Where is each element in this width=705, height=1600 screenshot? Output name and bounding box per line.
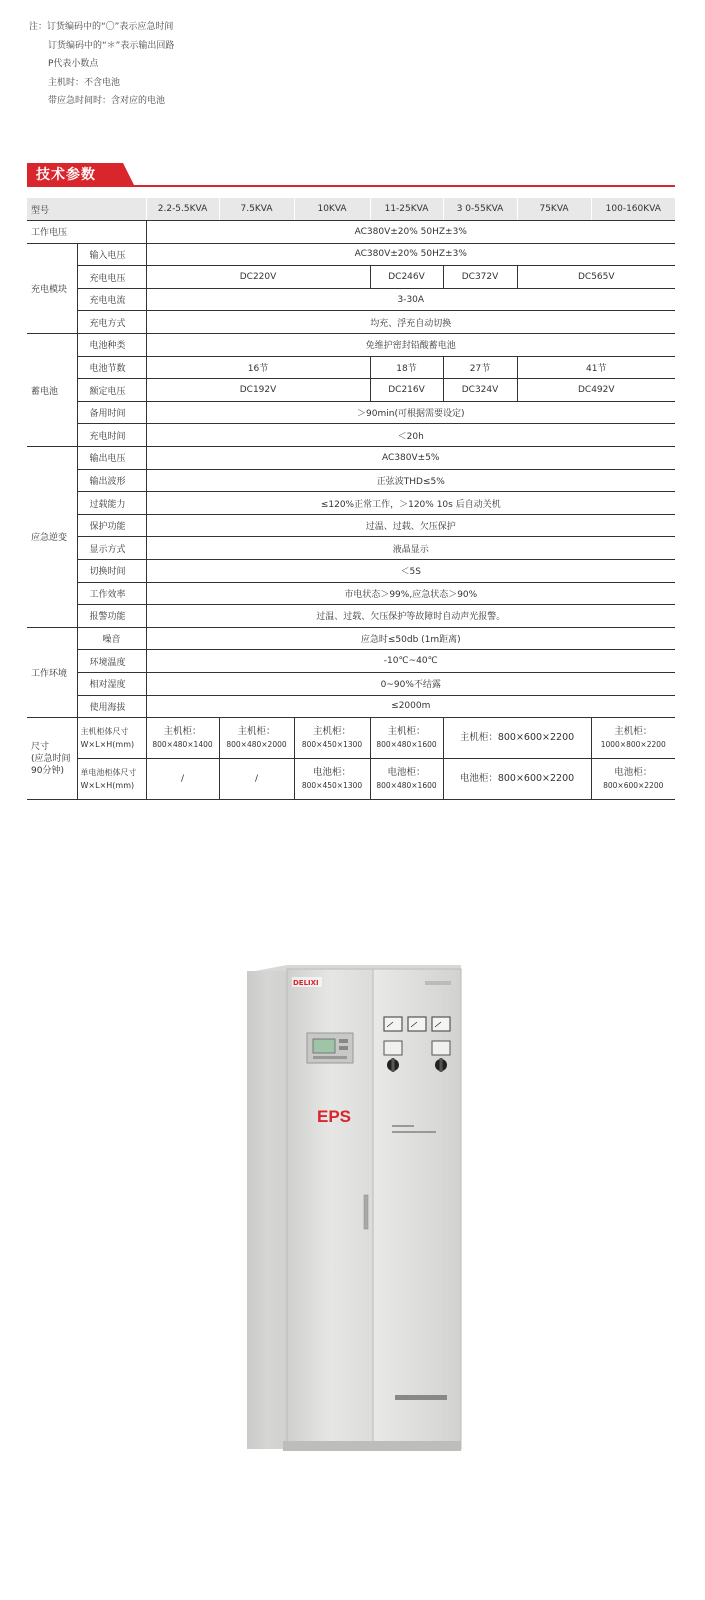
- note-line: 带应急时间时：含对应的电池: [48, 96, 166, 106]
- row-value: ≤2000m: [146, 695, 675, 718]
- row-label: 单电池柜体尺寸 W×L×H(mm): [77, 759, 146, 800]
- note-line: 主机时：不含电池: [48, 77, 121, 88]
- row-value: DC492V: [517, 379, 675, 402]
- cabinet-name: 电池柜：: [614, 767, 653, 779]
- row-value: 应急时≤50db (1m距离): [146, 627, 675, 650]
- row-value: 41节: [517, 356, 675, 379]
- dim-cell: [219, 718, 294, 759]
- row-label: 充电电流: [77, 288, 146, 311]
- table-row: [27, 447, 675, 470]
- cabinet-name: 主机柜：: [387, 726, 426, 738]
- table-row: [27, 514, 675, 537]
- table-row: [27, 356, 675, 379]
- table-row: [27, 537, 675, 560]
- row-value: ≤120%正常工作，＞120% 10s 后自动关机: [146, 492, 675, 515]
- row-label: 电池节数: [77, 356, 146, 379]
- cabinet-name: 主机柜：: [237, 726, 276, 738]
- cabinet-name: 电池柜：: [387, 767, 426, 779]
- table-row: [27, 695, 675, 718]
- row-value: ＜20h: [146, 424, 675, 447]
- header-model: 7.5KVA: [219, 198, 294, 221]
- dim-cell: [370, 759, 443, 800]
- cabinet-name: 主机柜：800×600×2200: [459, 732, 575, 744]
- header-model: 3 0-55KVA: [443, 198, 517, 221]
- row-label: 工作电压: [27, 221, 146, 244]
- door-handle: [364, 1195, 368, 1229]
- table-row: [27, 627, 675, 650]
- cabinet-size: 800×480×2000: [226, 740, 287, 750]
- header-model: 100-160KVA: [591, 198, 675, 221]
- row-value: AC380V±20% 50HZ±3%: [146, 243, 675, 266]
- table-row: [27, 605, 675, 628]
- table-row: [27, 718, 675, 759]
- table-row: [27, 221, 675, 244]
- header-model: 2.2-5.5KVA: [146, 198, 219, 221]
- row-value: AC380V±20% 50HZ±3%: [146, 221, 675, 244]
- row-label: 过载能力: [77, 492, 146, 515]
- table-row: [27, 334, 675, 357]
- cabinet-size: 800×600×2200: [603, 781, 664, 791]
- header-model: 75KVA: [517, 198, 591, 221]
- row-value: AC380V±5%: [146, 447, 675, 470]
- row-value: -10℃~40℃: [146, 650, 675, 673]
- cabinet-size: 800×480×1400: [152, 740, 213, 750]
- table-row: [27, 288, 675, 311]
- notes-block: [29, 18, 174, 111]
- row-value: DC220V: [146, 266, 370, 289]
- table-row: [27, 560, 675, 583]
- note-line: 订货编码中的“＊”表示输出回路: [48, 40, 175, 51]
- row-value: 18节: [370, 356, 443, 379]
- group-label: 蓄电池: [27, 334, 77, 447]
- cabinet-name: 电池柜：: [313, 767, 352, 779]
- table-row: [27, 492, 675, 515]
- row-label: 充电电压: [77, 266, 146, 289]
- dim-cell: [294, 759, 370, 800]
- group-label: 充电模块: [27, 243, 77, 333]
- dim-cell: [370, 718, 443, 759]
- lcd-display-icon: [307, 1033, 353, 1063]
- table-header-row: [27, 198, 675, 221]
- svg-text:DELIXI: DELIXI: [293, 979, 319, 987]
- section-divider: [27, 185, 675, 187]
- table-row: [27, 243, 675, 266]
- cabinet-size: 800×450×1300: [301, 781, 363, 791]
- cabinet-base: [283, 1441, 461, 1451]
- row-label: 工作效率: [77, 582, 146, 605]
- row-value: 正弦波THD≤5%: [146, 469, 675, 492]
- header-model: 10KVA: [294, 198, 370, 221]
- cabinet-name: 主机柜：: [163, 726, 202, 738]
- row-label: 报警功能: [77, 605, 146, 628]
- row-label: 噪音: [77, 627, 146, 650]
- row-label: 保护功能: [77, 514, 146, 537]
- row-label: 备用时间: [77, 401, 146, 424]
- table-row: [27, 311, 675, 334]
- row-label: 显示方式: [77, 537, 146, 560]
- row-value: DC192V: [146, 379, 370, 402]
- cabinet-size: 800×480×1600: [376, 740, 437, 750]
- row-value: DC372V: [443, 266, 517, 289]
- row-value: 过温、过载、欠压保护等故障时自动声光报警。: [146, 605, 675, 628]
- row-value: DC216V: [370, 379, 443, 402]
- bottom-nameplate: [395, 1395, 447, 1400]
- meter-icon: [432, 1017, 450, 1031]
- eps-label: EPS: [317, 1107, 352, 1126]
- nameplate: [425, 981, 451, 985]
- table-row: [27, 672, 675, 695]
- door-label: [392, 1125, 414, 1127]
- table-row: [27, 379, 675, 402]
- row-value: DC246V: [370, 266, 443, 289]
- dim-cell: [146, 718, 219, 759]
- cabinet-size: 800×450×1300: [301, 740, 363, 750]
- row-value: 市电状态＞99%,应急状态＞90%: [146, 582, 675, 605]
- group-label: 工作环境: [27, 627, 77, 717]
- group-label: 尺寸 (应急时间 90分钟): [27, 718, 77, 800]
- row-label: 环境温度: [77, 650, 146, 673]
- row-value: DC324V: [443, 379, 517, 402]
- dim-cell: [443, 759, 591, 800]
- table-row: [27, 424, 675, 447]
- note-line: P代表小数点: [48, 59, 99, 69]
- row-label: 充电时间: [77, 424, 146, 447]
- row-value: ＜5S: [146, 560, 675, 583]
- dim-cell: [443, 718, 591, 759]
- row-value: 过温、过载、欠压保护: [146, 514, 675, 537]
- row-label: 相对湿度: [77, 672, 146, 695]
- row-value: DC565V: [517, 266, 675, 289]
- group-label: 应急逆变: [27, 447, 77, 628]
- dim-cell: [591, 759, 675, 800]
- section-header: [27, 163, 675, 187]
- row-label: 充电方式: [77, 311, 146, 334]
- row-value: 3-30A: [146, 288, 675, 311]
- note-line: 注：订货编码中的“〇”表示应急时间: [29, 22, 174, 32]
- dim-cell: /: [146, 759, 219, 800]
- table-row: [27, 469, 675, 492]
- dim-cell: /: [219, 759, 294, 800]
- dim-cell: [294, 718, 370, 759]
- row-label: 电池种类: [77, 334, 146, 357]
- section-title: 技术参数: [27, 163, 123, 187]
- table-row: [27, 650, 675, 673]
- spec-table: [27, 198, 675, 800]
- row-value: 27节: [443, 356, 517, 379]
- row-label: 输入电压: [77, 243, 146, 266]
- door-label: [392, 1131, 436, 1133]
- row-label: 输出电压: [77, 447, 146, 470]
- header-model-label: 型号: [27, 198, 146, 221]
- brand-logo: [292, 977, 322, 987]
- row-label: 输出波形: [77, 469, 146, 492]
- cabinet-size: 800×480×1600: [376, 781, 437, 791]
- table-row: [27, 401, 675, 424]
- row-value: 均充、浮充自动切换: [146, 311, 675, 334]
- row-value: 0~90%不结露: [146, 672, 675, 695]
- row-value: 液晶显示: [146, 537, 675, 560]
- cabinet-name: 电池柜：800×600×2200: [459, 773, 575, 785]
- row-label: 额定电压: [77, 379, 146, 402]
- row-label: 主机柜体尺寸 W×L×H(mm): [77, 718, 146, 759]
- table-row: [27, 582, 675, 605]
- row-value: 16节: [146, 356, 370, 379]
- row-label: 使用海拔: [77, 695, 146, 718]
- table-row: [27, 759, 675, 800]
- dim-cell: [591, 718, 675, 759]
- meter-icon: [408, 1017, 426, 1031]
- cabinet-name: 主机柜：: [313, 726, 352, 738]
- table-row: [27, 266, 675, 289]
- cabinet-size: 1000×800×2200: [600, 740, 666, 750]
- header-model: 11-25KVA: [370, 198, 443, 221]
- cabinet-name: 主机柜：: [614, 726, 653, 738]
- row-value: 免维护密封铅酸蓄电池: [146, 334, 675, 357]
- row-label: 切换时间: [77, 560, 146, 583]
- eps-cabinet-image: [247, 965, 462, 1455]
- row-value: ＞90min(可根据需要设定): [146, 401, 675, 424]
- meter-icon: [384, 1017, 402, 1031]
